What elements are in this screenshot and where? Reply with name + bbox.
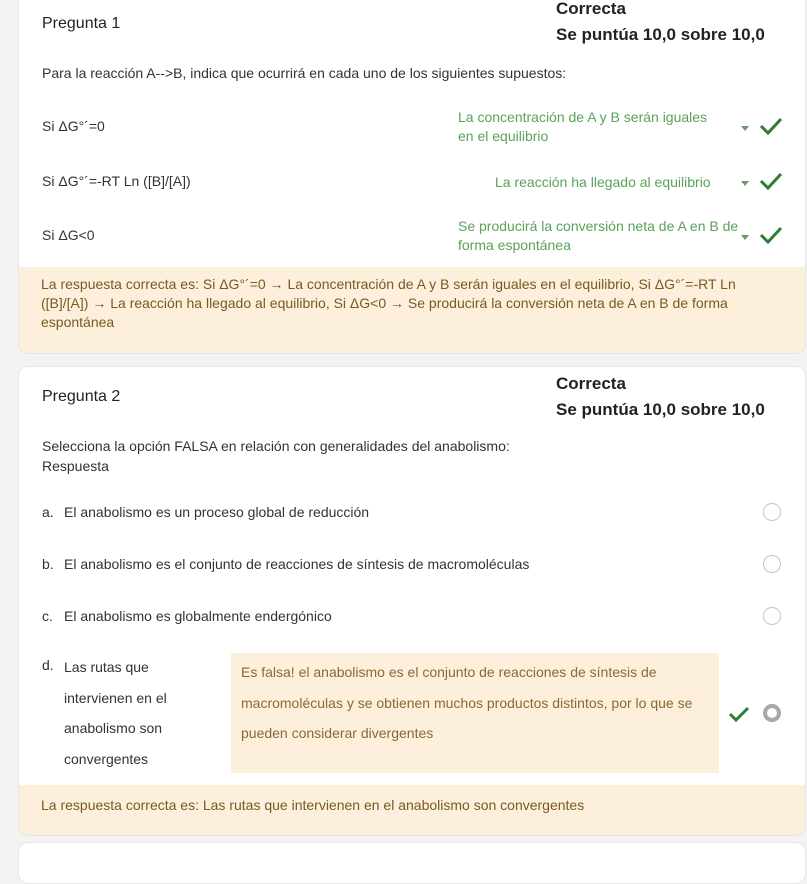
correct-answer-feedback: La respuesta correcta es: Si ΔG°´=0 → La concentración de A y B serán iguales en el equilibrio, Si ΔG°´=-RT Ln ([B]/[A]) → La reacción ha llegado al equilibrio, Si ΔG<0 → Se producirá la conversión neta de A en B de forma espontánea [19,267,805,353]
question-prompt: Para la reacción A-->B, indica que ocurrirá en cada uno de los siguientes supuestos: [42,65,567,81]
option-b[interactable] [42,556,529,572]
chevron-down-icon[interactable] [741,235,749,240]
match-row-label-1: Si ΔG°´=0 [42,118,105,134]
chevron-down-icon[interactable] [741,126,749,131]
option-a-radio[interactable] [763,503,781,521]
option-text: El anabolismo es el conjunto de reacciones de síntesis de macromoléculas [64,556,530,572]
option-c-radio[interactable] [763,607,781,625]
option-c[interactable] [42,608,332,624]
question-state: Correcta [556,0,626,18]
chevron-down-icon[interactable] [741,181,749,186]
question-title: Pregunta 2 [42,388,121,405]
option-b-radio[interactable] [763,555,781,573]
option-letter: b. [42,556,54,572]
question-card-1 [18,0,806,354]
option-letter: d. [42,657,54,673]
option-a[interactable] [42,504,369,520]
option-letter: a. [42,504,54,520]
question-card-2 [18,366,806,836]
option-feedback: Es falsa! el anabolismo es el conjunto de reacciones de síntesis de macromoléculas y se obtienen muchos productos distintos, por lo que se pueden considerar divergentes [231,653,719,773]
question-grade: Se puntúa 10,0 sobre 10,0 [556,400,765,419]
option-letter: c. [42,608,53,624]
check-icon [728,706,750,722]
option-d-text[interactable]: Las rutas que intervienen en el anabolismo son convergentes [64,659,167,767]
check-icon [759,117,783,135]
option-d-radio[interactable] [763,704,781,722]
option-text: El anabolismo es globalmente endergónico [64,608,332,624]
check-icon [759,172,783,190]
check-icon [759,226,783,244]
correct-answer-feedback: La respuesta correcta es: Las rutas que intervienen en el anabolismo son convergentes [19,785,805,835]
question-state: Correcta [556,374,626,393]
match-row-label-2: Si ΔG°´=-RT Ln ([B]/[A]) [42,173,191,189]
option-text: El anabolismo es un proceso global de reducción [64,504,370,520]
match-row-answer-3[interactable]: Se producirá la conversión neta de A en B de forma espontánea [458,218,739,253]
match-row-answer-2[interactable]: La reacción ha llegado al equilibrio [495,174,711,190]
question-prompt: Selecciona la opción FALSA en relación con generalidades del anabolismo: [42,438,510,454]
answer-label: Respuesta [42,458,109,474]
question-title: Pregunta 1 [42,15,121,32]
question-card-3 [18,842,806,884]
option-d[interactable] [42,657,64,673]
question-grade: Se puntúa 10,0 sobre 10,0 [556,25,765,44]
match-row-answer-1[interactable]: La concentración de A y B serán iguales en el equilibrio [458,109,708,144]
match-row-label-3: Si ΔG<0 [42,227,95,243]
